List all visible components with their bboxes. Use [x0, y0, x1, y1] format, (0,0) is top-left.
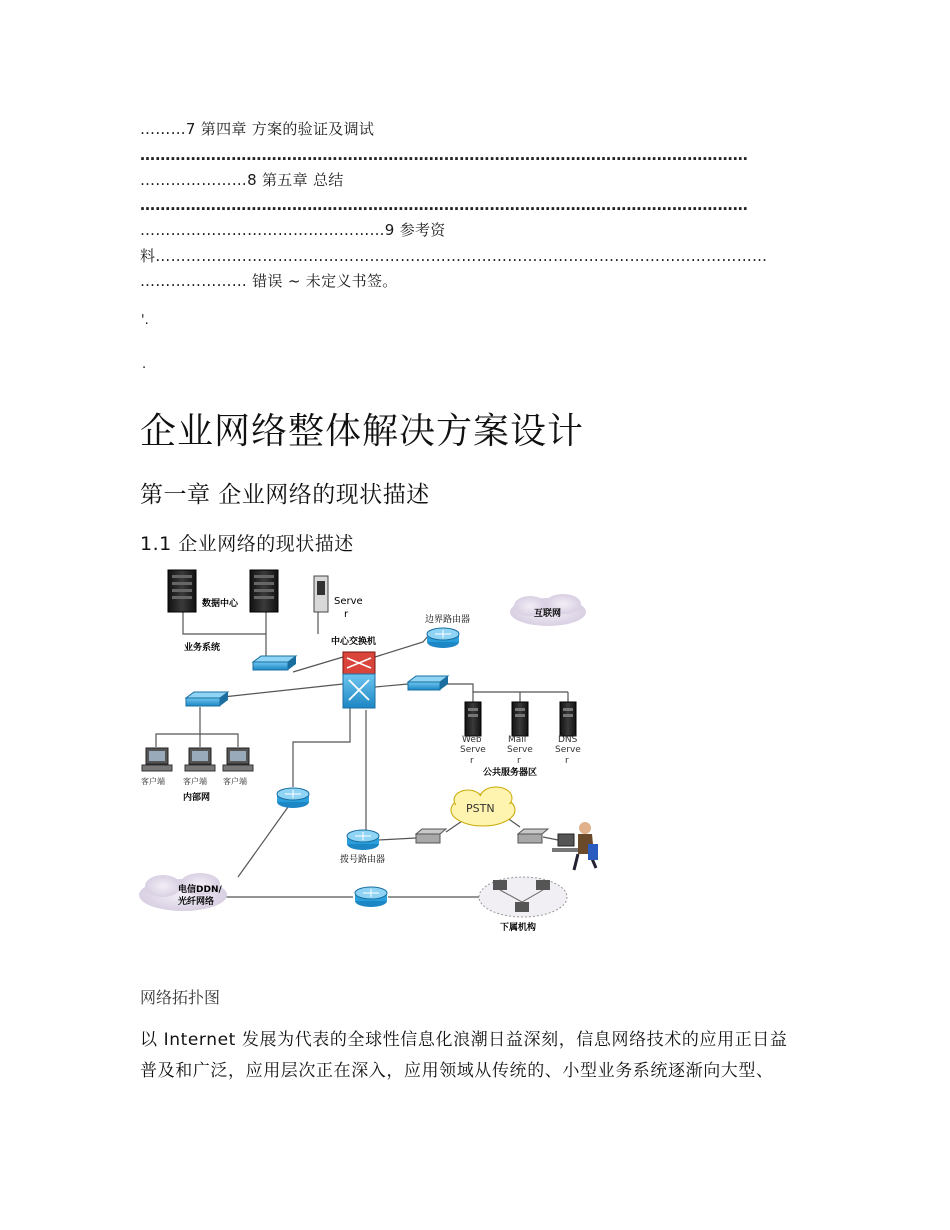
core-switch-label: 中心交换机 — [331, 637, 377, 647]
figure-caption: 网络拓扑图 — [140, 988, 221, 1007]
client-computer-icon — [142, 748, 172, 771]
data-center-rack — [168, 570, 196, 612]
telecom-network-label: 电信DDN/ — [178, 885, 222, 895]
data-center-rack — [250, 570, 278, 612]
client-computer-icon — [223, 748, 253, 771]
page-title: 企业网络整体解决方案设计 — [140, 411, 585, 452]
client-label: 客户端 — [141, 777, 165, 786]
modem-icon — [416, 829, 446, 843]
remote-user-icon — [552, 822, 598, 870]
mail-server-label: Serve — [507, 745, 533, 755]
branch-cloud — [479, 877, 567, 917]
data-center-label: 数据中心 — [202, 599, 239, 609]
toc-line: ………7 第四章 方案的验证及调试 — [140, 120, 375, 138]
dns-server-label: r — [565, 756, 569, 766]
toc-dots: ………………………………………………………………………………………………………… — [140, 146, 748, 164]
client-label: 客户端 — [223, 777, 247, 786]
mail-server-label: r — [517, 756, 521, 766]
stray-mark: . — [142, 357, 147, 372]
router-icon — [277, 788, 309, 808]
business-system-label: 业务系统 — [184, 643, 221, 653]
stray-mark: '. — [141, 313, 149, 328]
web-server-label: Serve — [460, 745, 486, 755]
switch-icon — [253, 656, 296, 670]
router-icon — [355, 887, 387, 907]
toc-line: ………………… 错误 ~ 未定义书签。 — [140, 272, 398, 290]
dns-server-icon — [560, 702, 576, 736]
internet-label: 互联网 — [534, 609, 562, 619]
section-heading: 1.1 企业网络的现状描述 — [140, 533, 354, 555]
network-topology-diagram — [138, 562, 608, 947]
switch-icon — [186, 692, 228, 706]
pstn-label: PSTN — [466, 802, 495, 815]
branch-label: 下属机构 — [500, 923, 537, 933]
dialup-router-icon — [347, 830, 379, 850]
server-icon — [314, 576, 328, 612]
router-icon — [427, 628, 459, 648]
border-router-label: 边界路由器 — [425, 615, 471, 625]
toc-line: …………………………………………9 参考资 — [140, 221, 446, 239]
dns-server-label: DNS — [558, 735, 578, 745]
client-label: 客户端 — [183, 777, 207, 786]
mail-server-icon — [512, 702, 528, 736]
dns-server-label: Serve — [555, 745, 581, 755]
public-server-zone-label: 公共服务器区 — [483, 768, 538, 778]
server-label: Serve — [334, 596, 363, 607]
body-paragraph-line: 普及和广泛，应用层次正在深入，应用领域从传统的、小型业务系统逐渐向大型、 — [140, 1061, 774, 1081]
toc-line: …………………8 第五章 总结 — [140, 171, 344, 189]
client-computer-icon — [185, 748, 215, 771]
telecom-network-label: 光纤网络 — [178, 897, 215, 907]
switch-icon — [408, 676, 448, 690]
server-label: r — [344, 609, 349, 620]
dialup-router-label: 拨号路由器 — [340, 855, 386, 865]
body-paragraph-line: 以 Internet 发展为代表的全球性信息化浪潮日益深刻，信息网络技术的应用正日益 — [140, 1030, 788, 1050]
chapter-heading: 第一章 企业网络的现状描述 — [140, 482, 430, 508]
intranet-label: 内部网 — [183, 793, 211, 803]
toc-dots: ………………………………………………………………………………………………………… — [140, 196, 748, 214]
web-server-label: Web — [462, 735, 482, 745]
toc-line: 料………………………………………………………………………………………………………… — [140, 247, 768, 265]
modem-icon — [518, 829, 548, 843]
web-server-icon — [465, 702, 481, 736]
web-server-label: r — [470, 756, 474, 766]
mail-server-label: Mail — [508, 735, 527, 745]
core-switch-icon — [343, 652, 375, 708]
